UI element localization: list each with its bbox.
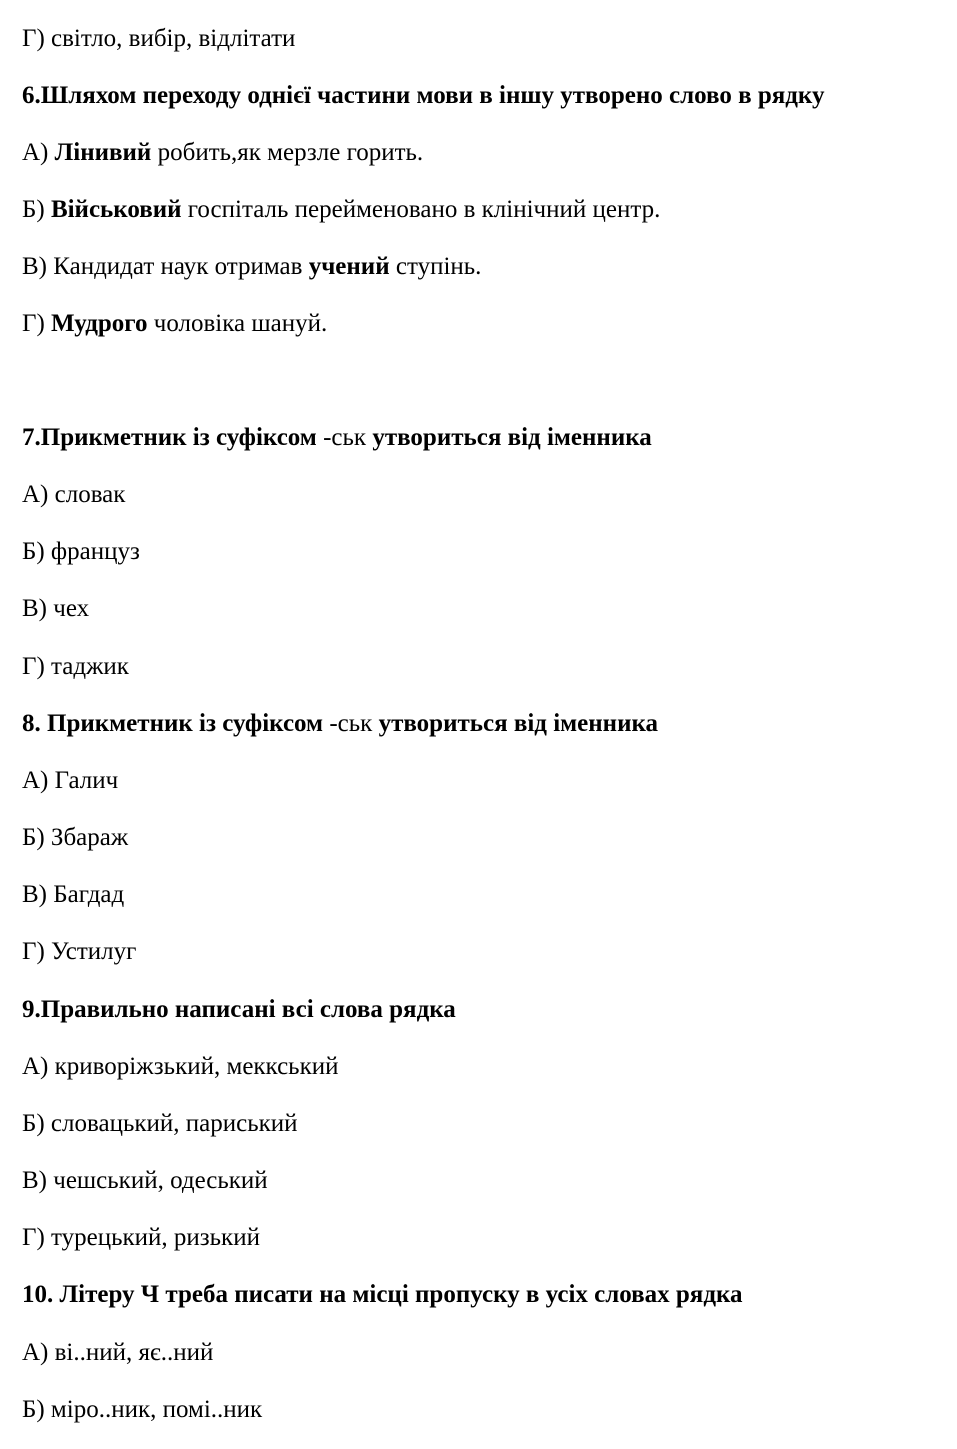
q6-option-b: Б) Військовий госпіталь перейменовано в клінічний центр.	[22, 196, 661, 223]
q7-option-g: Г) таджик	[22, 653, 129, 680]
q6-option-v: В) Кандидат наук отримав учений ступінь.	[22, 253, 482, 280]
q6-option-g-bold-word: Мудрого	[51, 310, 148, 337]
q8-question: 8. Прикметник із суфіксом -ськ утвориться від іменника	[22, 710, 659, 737]
q6-option-b-bold-word: Військовий	[50, 196, 182, 223]
q7-question: 7.Прикметник із суфіксом -ськ утвориться від іменника	[22, 424, 652, 451]
q10-option-b: Б) міро..ник, помі..ник	[22, 1396, 263, 1423]
q10-question: 10. Літеру Ч треба писати на місці пропуску в усіх словах рядка	[22, 1281, 743, 1308]
q6-option-a: А) Лінивий робить,як мерзле горить.	[22, 139, 424, 166]
q6-question: 6.Шляхом переходу однієї частини мови в іншу утворено слово в рядку	[22, 82, 825, 109]
q8-suffix: -ськ	[329, 710, 373, 737]
q5-option-g: Г) світло, вибір, відлітати	[22, 25, 296, 52]
q6-option-v-bold-word: учений	[308, 253, 390, 280]
q9-option-b: Б) словацький, париський	[22, 1110, 298, 1137]
q6-option-a-bold-word: Лінивий	[54, 139, 152, 166]
q8-option-g: Г) Устилуг	[22, 938, 137, 965]
q9-option-v: В) чешський, одеський	[22, 1167, 268, 1194]
q7-option-a: А) словак	[22, 481, 126, 508]
q8-option-b: Б) Збараж	[22, 824, 129, 851]
q8-option-v: В) Багдад	[22, 881, 125, 908]
q9-option-g: Г) турецький, ризький	[22, 1224, 260, 1251]
q10-option-a: А) ві..ний, яє..ний	[22, 1339, 214, 1366]
q9-option-a: А) криворіжзький, меккський	[22, 1053, 339, 1080]
q7-suffix: -ськ	[323, 424, 367, 451]
q7-option-b: Б) француз	[22, 538, 140, 565]
q7-option-v: В) чех	[22, 595, 90, 622]
q9-question: 9.Правильно написані всі слова рядка	[22, 996, 456, 1023]
q8-option-a: А) Галич	[22, 767, 119, 794]
q6-option-g: Г) Мудрого чоловіка шануй.	[22, 310, 328, 337]
